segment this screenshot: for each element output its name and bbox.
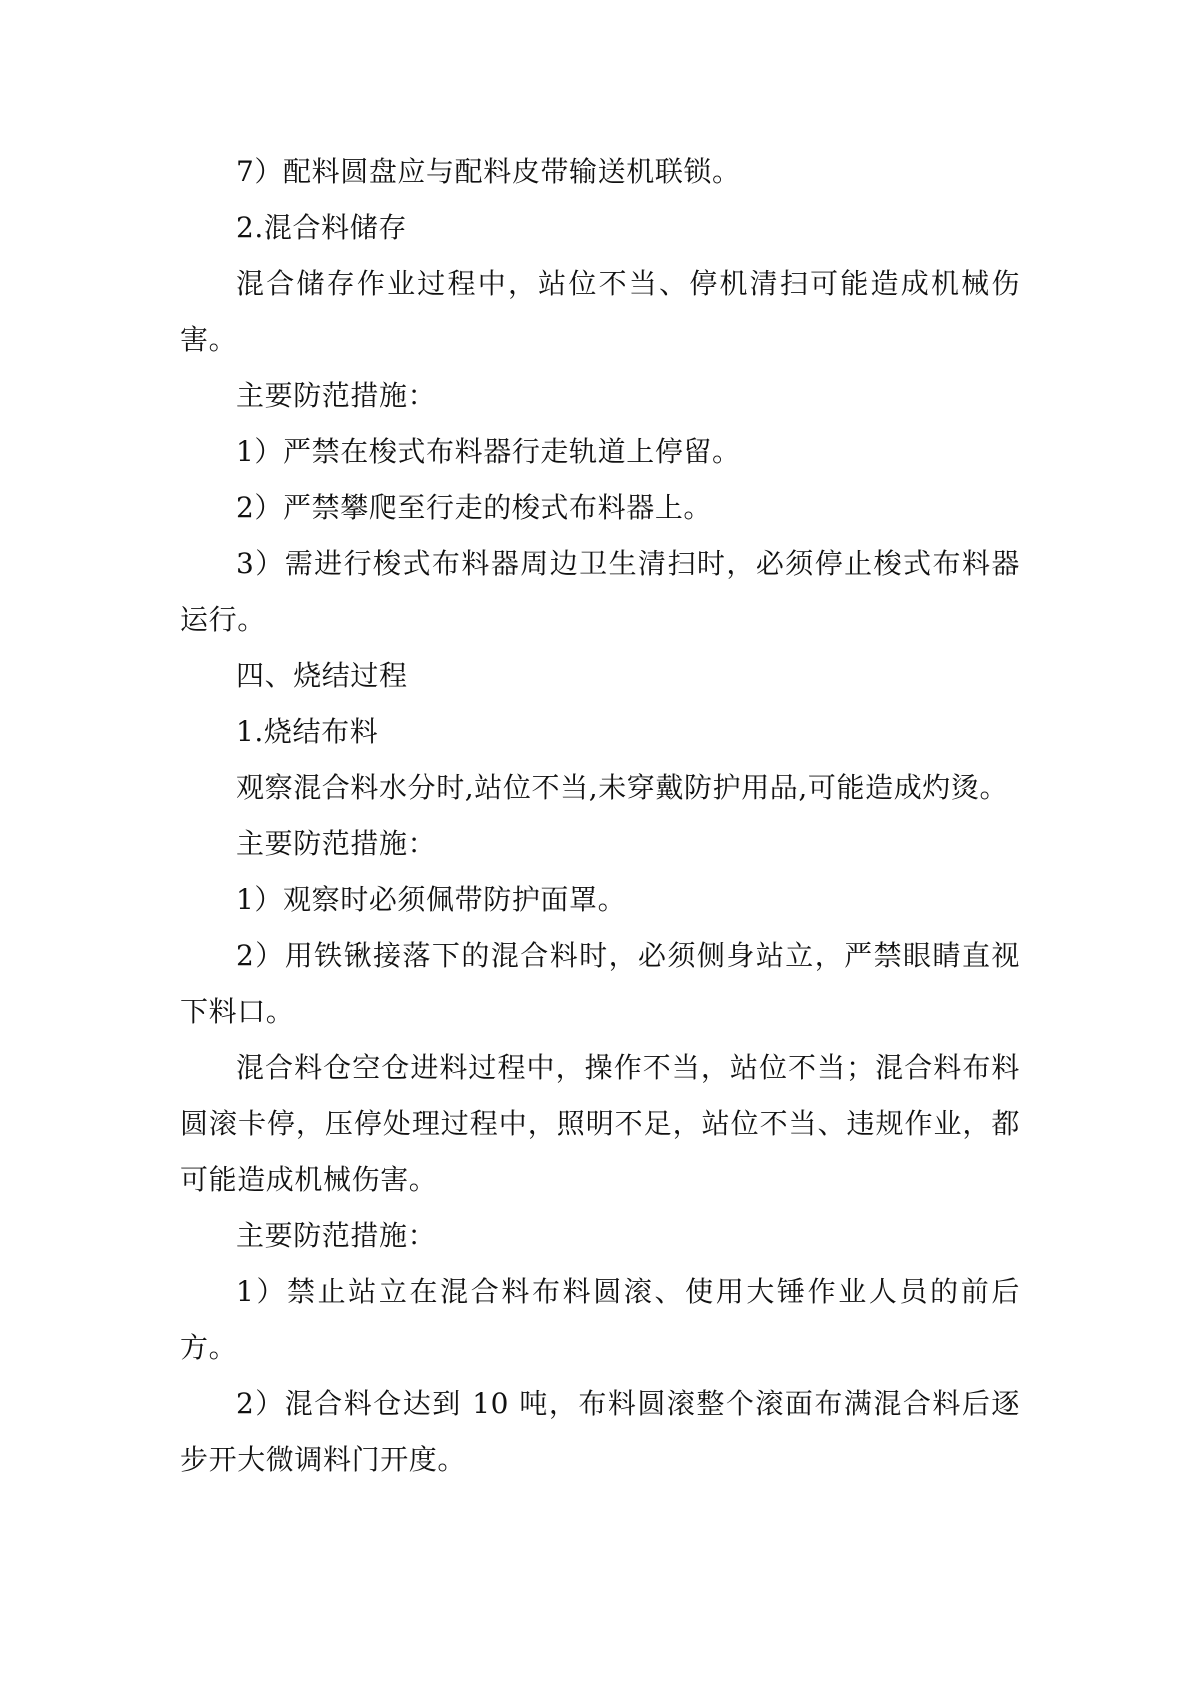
paragraph-bin-hazard: 混合料仓空仓进料过程中，操作不当，站位不当；混合料布料圆滚卡停，压停处理过程中，照明不足，站位不当、违规作业，都可能造成机械伤害。 — [180, 1051, 1020, 1196]
paragraph-storage-hazard: 混合储存作业过程中，站位不当、停机清扫可能造成机械伤害。 — [180, 267, 1020, 356]
measure-item: 1）禁止站立在混合料布料圆滚、使用大锤作业人员的前后方。 — [180, 1275, 1020, 1364]
measure-item: 1）严禁在梭式布料器行走轨道上停留。 — [236, 435, 741, 468]
section-heading-sinter-feeding: 1.烧结布料 — [236, 715, 379, 748]
document-body — [180, 144, 1020, 1488]
measures-heading: 主要防范措施： — [236, 827, 437, 860]
measures-heading: 主要防范措施： — [236, 1219, 437, 1252]
section-heading-mix-storage: 2.混合料储存 — [236, 211, 407, 244]
measure-item: 2）混合料仓达到 10 吨，布料圆滚整个滚面布满混合料后逐步开大微调料门开度。 — [180, 1387, 1020, 1476]
chapter-heading-sintering: 四、烧结过程 — [236, 659, 408, 692]
measures-heading: 主要防范措施： — [236, 379, 437, 412]
paragraph-moisture-hazard: 观察混合料水分时,站位不当,未穿戴防护用品,可能造成灼烫。 — [236, 771, 1009, 804]
measure-item: 2）严禁攀爬至行走的梭式布料器上。 — [236, 491, 713, 524]
measure-item: 1）观察时必须佩带防护面罩。 — [236, 883, 627, 916]
measure-item: 2）用铁锹接落下的混合料时，必须侧身站立，严禁眼睛直视下料口。 — [180, 939, 1020, 1028]
paragraph-interlock-rule: 7）配料圆盘应与配料皮带输送机联锁。 — [236, 155, 741, 188]
measure-item: 3）需进行梭式布料器周边卫生清扫时，必须停止梭式布料器运行。 — [180, 547, 1020, 636]
